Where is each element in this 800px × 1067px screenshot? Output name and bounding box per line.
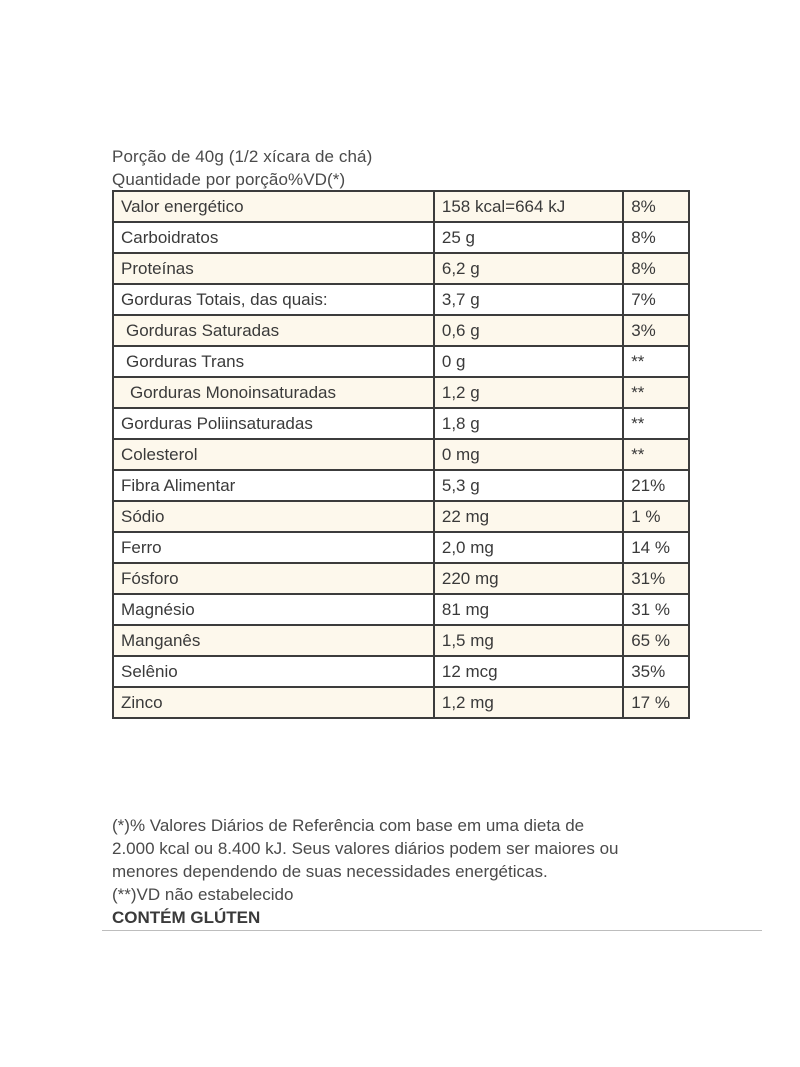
nutrient-dv: ** [623,346,689,377]
nutrient-amount: 5,3 g [434,470,623,501]
table-row [113,377,689,408]
nutrient-name: Gorduras Poliinsaturadas [113,408,434,439]
divider [102,930,762,931]
nutrient-name: Valor energético [113,191,434,222]
nutrient-amount: 2,0 mg [434,532,623,563]
table-row [113,656,689,687]
nutrient-name: Zinco [113,687,434,718]
nutrient-name: Gorduras Saturadas [113,315,434,346]
portion-text: Porção de 40g (1/2 xícara de chá) [112,147,373,166]
nutrient-amount: 0 g [434,346,623,377]
nutrient-amount: 158 kcal=664 kJ [434,191,623,222]
gluten-warning: CONTÉM GLÚTEN [112,908,261,927]
nutrient-amount: 12 mcg [434,656,623,687]
nutrient-name: Selênio [113,656,434,687]
nutrient-amount: 25 g [434,222,623,253]
table-row [113,625,689,656]
table-row [113,284,689,315]
table-row [113,191,689,222]
nutrient-name: Fibra Alimentar [113,470,434,501]
nutrient-amount: 3,7 g [434,284,623,315]
nutrient-amount: 220 mg [434,563,623,594]
nutrient-name: Magnésio [113,594,434,625]
quantity-text: Quantidade por porção%VD(*) [112,170,346,189]
nutrient-name: Ferro [113,532,434,563]
nutrient-dv: 8% [623,253,689,284]
nutrient-dv: 35% [623,656,689,687]
nutrient-dv: 21% [623,470,689,501]
table-row [113,563,689,594]
footnote-line: menores dependendo de suas necessidades energéticas. [112,862,548,881]
table-row [113,408,689,439]
nutrient-dv: 7% [623,284,689,315]
nutrient-name: Fósforo [113,563,434,594]
footnote-line: 2.000 kcal ou 8.400 kJ. Seus valores diários podem ser maiores ou [112,839,619,858]
table-row [113,439,689,470]
nutrient-name: Proteínas [113,253,434,284]
nutrient-amount: 1,2 g [434,377,623,408]
nutrient-dv: ** [623,408,689,439]
nutrient-amount: 1,8 g [434,408,623,439]
table-row [113,222,689,253]
nutrient-dv: 14 % [623,532,689,563]
label-header [112,145,372,191]
nutrient-name: Gorduras Trans [113,346,434,377]
table-row [113,501,689,532]
nutrient-dv: ** [623,439,689,470]
table-row [113,594,689,625]
table-row [113,315,689,346]
nutrient-name: Manganês [113,625,434,656]
nutrient-amount: 1,2 mg [434,687,623,718]
nutrient-dv: 31 % [623,594,689,625]
nutrient-dv: 1 % [623,501,689,532]
nutrient-dv: 17 % [623,687,689,718]
nutrient-dv: ** [623,377,689,408]
nutrient-dv: 8% [623,222,689,253]
nutrient-name: Carboidratos [113,222,434,253]
table-row [113,532,689,563]
table-row [113,346,689,377]
nutrient-amount: 0 mg [434,439,623,470]
nutrient-amount: 6,2 g [434,253,623,284]
nutrient-amount: 0,6 g [434,315,623,346]
nutrient-name: Gorduras Monoinsaturadas [113,377,434,408]
footnote-line: (**)VD não estabelecido [112,885,294,904]
nutrient-dv: 8% [623,191,689,222]
table-row [113,253,689,284]
footnote-line: (*)% Valores Diários de Referência com base em uma dieta de [112,816,585,835]
nutrient-amount: 1,5 mg [434,625,623,656]
nutrient-name: Colesterol [113,439,434,470]
nutrient-amount: 81 mg [434,594,623,625]
nutrient-name: Gorduras Totais, das quais: [113,284,434,315]
nutrient-amount: 22 mg [434,501,623,532]
label-footer [112,814,712,929]
table-row [113,687,689,718]
nutrient-dv: 31% [623,563,689,594]
nutrient-dv: 65 % [623,625,689,656]
nutrient-dv: 3% [623,315,689,346]
nutrition-table [112,190,690,719]
table-row [113,470,689,501]
nutrient-name: Sódio [113,501,434,532]
